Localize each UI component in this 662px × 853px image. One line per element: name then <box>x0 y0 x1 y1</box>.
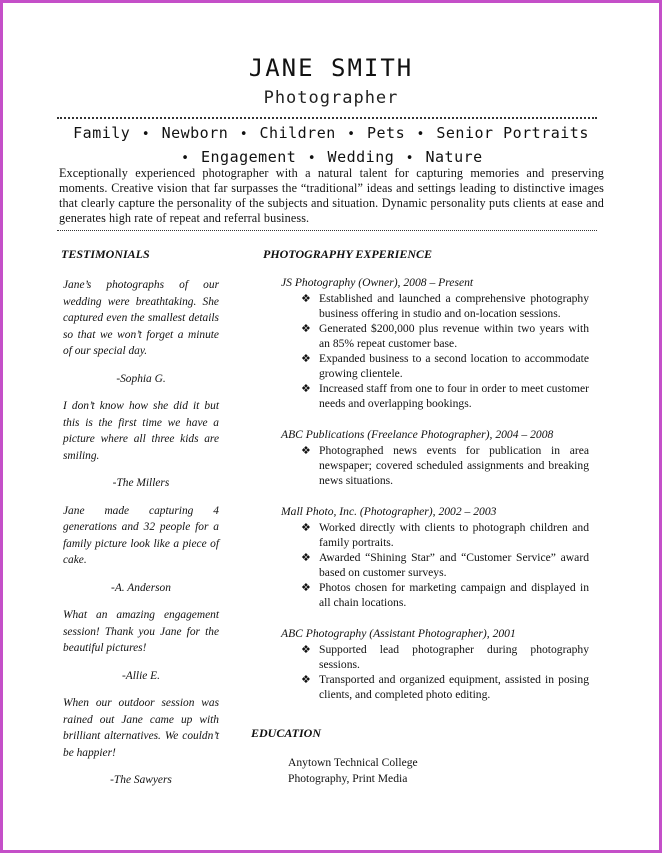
education-details <box>288 755 418 787</box>
specialty-item: Children <box>259 124 336 142</box>
specialty-item: Pets <box>367 124 406 142</box>
bullet-icon: • <box>181 151 190 166</box>
education-program: Photography, Print Media <box>288 772 408 785</box>
testimonial-quote: What an amazing engagement session! Thank you Jane for the beautiful pictures! <box>63 609 219 654</box>
diamond-bullet-icon: ❖ <box>301 322 311 335</box>
job-bullet-text: Established and launched a comprehensive photography business offering in studio and on-location sessions. <box>319 292 589 320</box>
job-bullet-text: Increased staff from one to four in order to meet customer needs and overlapping bookings. <box>319 382 589 410</box>
job-bullet <box>301 443 589 488</box>
job-bullet <box>301 642 589 672</box>
job-bullet <box>301 520 589 550</box>
job-entry <box>281 427 589 488</box>
specialty-item: Senior Portraits <box>436 124 589 142</box>
bullet-icon: • <box>347 127 356 142</box>
job-bullet-text: Transported and organized equipment, assisted in posing clients, and completed photo editing. <box>319 673 589 701</box>
job-bullet-text: Supported lead photographer during photography sessions. <box>319 643 589 671</box>
diamond-bullet-icon: ❖ <box>301 521 311 534</box>
candidate-name: JANE SMITH <box>248 54 414 82</box>
diamond-bullet-icon: ❖ <box>301 382 311 395</box>
specialty-item: Family <box>73 124 131 142</box>
testimonial-author: -Sophia G. <box>116 372 166 385</box>
bullet-icon: • <box>239 127 248 142</box>
testimonial-author: -A. Anderson <box>111 581 171 594</box>
education-school: Anytown Technical College <box>288 756 418 769</box>
bullet-icon: • <box>307 151 317 166</box>
testimonial-quote: Jane made capturing 4 generations and 32 people for a family picture look like a piece of cake. <box>63 504 219 566</box>
job-bullet <box>301 291 589 321</box>
job-entry <box>281 626 589 702</box>
job-bullet <box>301 381 589 411</box>
job-title: Mall Photo, Inc. (Photographer), 2002 – 2003 <box>281 505 497 518</box>
testimonial-quote: Jane’s photographs of our wedding were breathtaking. She captured even the smallest details so that we won’t forget a minute of our special day. <box>63 279 219 357</box>
divider-top <box>57 117 597 119</box>
testimonial-author: -The Sawyers <box>110 774 172 786</box>
diamond-bullet-icon: ❖ <box>301 292 311 305</box>
job-entry <box>281 504 589 610</box>
diamond-bullet-icon: ❖ <box>301 673 311 686</box>
job-entry <box>281 275 589 411</box>
bullet-icon: • <box>405 151 414 166</box>
job-bullet <box>301 351 589 381</box>
testimonials-list <box>63 277 219 800</box>
specialties <box>40 122 622 170</box>
job-bullet <box>301 580 589 610</box>
job-bullet <box>301 321 589 351</box>
specialty-item: Engagement <box>201 148 297 166</box>
diamond-bullet-icon: ❖ <box>301 643 311 656</box>
diamond-bullet-icon: ❖ <box>301 581 311 594</box>
professional-summary: Exceptionally experienced photographer with a natural talent for capturing memories and preserving moments. Creative vision that far surpasses the “traditional” ideas and settings leading to distinctive images that clearly capture the personality of the subjects and situation. Dynamic personality puts clients at ease and generates high rate of repeat and referral business. <box>59 166 604 225</box>
diamond-bullet-icon: ❖ <box>301 352 311 365</box>
testimonial-quote: I don’t know how she did it but this is the first time we have a picture where all three kids are smiling. <box>63 400 219 462</box>
testimonials-heading: TESTIMONIALS <box>61 247 150 261</box>
specialty-item: Newborn <box>161 124 229 142</box>
job-bullet-text: Photographed news events for publication in area newspaper; covered scheduled assignments and breaking news situations. <box>319 444 589 487</box>
experience-heading: PHOTOGRAPHY EXPERIENCE <box>263 247 433 261</box>
job-bullet <box>301 672 589 702</box>
job-title: JS Photography (Owner), 2008 – Present <box>281 276 474 289</box>
specialty-item: Nature <box>425 148 483 166</box>
education-heading: EDUCATION <box>251 726 322 740</box>
testimonial-quote: When our outdoor session was rained out Jane came up with brilliant alternatives. We couldn’t be happier! <box>63 697 219 759</box>
bullet-icon: • <box>141 127 151 142</box>
job-bullet-text: Awarded “Shining Star” and “Customer Service” award based on customer surveys. <box>319 551 589 579</box>
job-bullet <box>301 550 589 580</box>
job-title: ABC Photography (Assistant Photographer), 2001 <box>281 627 516 640</box>
job-bullet-text: Photos chosen for marketing campaign and displayed in all chain locations. <box>319 581 589 609</box>
job-title: ABC Publications (Freelance Photographer), 2004 – 2008 <box>281 428 554 441</box>
divider-bottom <box>57 230 597 231</box>
specialties-line-1 <box>40 122 622 146</box>
job-bullet-text: Worked directly with clients to photograph children and family portraits. <box>319 521 589 549</box>
job-bullet-text: Expanded business to a second location to accommodate growing clientele. <box>319 352 589 380</box>
testimonial-author: -Allie E. <box>122 669 160 682</box>
diamond-bullet-icon: ❖ <box>301 444 311 457</box>
diamond-bullet-icon: ❖ <box>301 551 311 564</box>
bullet-icon: • <box>416 127 425 142</box>
specialty-item: Wedding <box>327 148 395 166</box>
job-bullet-text: Generated $200,000 plus revenue within two years with an 85% repeat customer base. <box>319 322 589 350</box>
experience-list <box>281 275 589 718</box>
candidate-title: Photographer <box>263 88 399 108</box>
testimonial-author: -The Millers <box>112 477 170 489</box>
